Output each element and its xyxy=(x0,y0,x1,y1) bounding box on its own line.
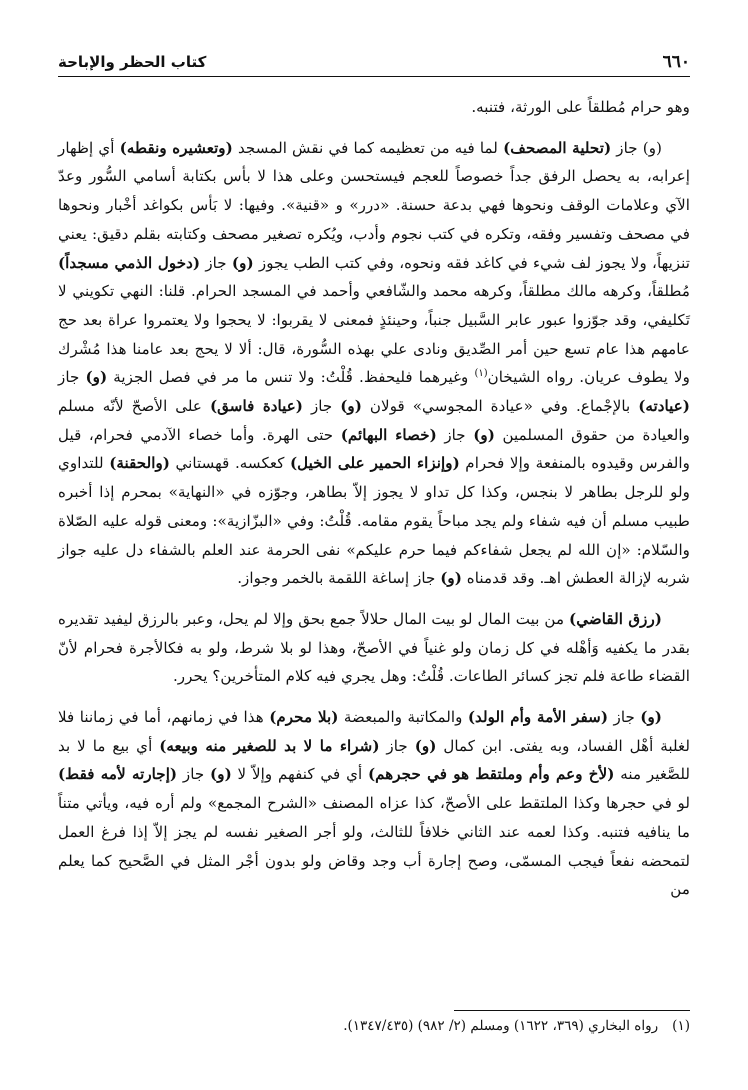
main-text xyxy=(58,93,690,904)
matn-term: (لأخ وعم وأم وملتقط هو في حجرهم) xyxy=(368,765,615,784)
matn-term: (رزق القاضي) xyxy=(569,609,662,628)
matn-term: (و) xyxy=(340,397,362,416)
matn-term: (وإنزاء الحمير على الخيل) xyxy=(289,454,460,473)
matn-term: (والحقنة) xyxy=(109,454,170,473)
matn-term: (دخول الذمي مسجداً) xyxy=(58,253,201,272)
matn-term: (و) xyxy=(640,708,662,727)
matn-term: (تحلية المصحف) xyxy=(503,138,612,157)
matn-term: (و) xyxy=(85,368,108,387)
book-title: كتاب الحظر والإباحة xyxy=(58,53,207,71)
matn-term: (و) xyxy=(473,425,495,444)
matn-term: (بلا محرم) xyxy=(269,708,339,727)
page-number: ٦٦٠ xyxy=(662,52,690,72)
matn-term: (شراء ما لا بد للصغير منه وبيعه) xyxy=(159,736,380,755)
footnote xyxy=(58,1016,690,1036)
footnote-text: رواه البخاري (٣٦٩، ١٦٢٢) ومسلم (٢/ ٩٨٢) (١٣٤٧/٤٣٥). xyxy=(343,1018,659,1034)
matn-term: (عيادته) xyxy=(638,397,690,416)
paragraph-mushaf: (و) جاز (تحلية المصحف) لما فيه من تعظيمه كما في نقش المسجد (وتعشيره ونقطه) أي إظهار إعرابه، به يحصل الرفق جداً خصوصاً للعجم فيستحسن وعلى هذا لا بأس بكتابة أسامي السُّور وعدّ الآي وعلامات الوقف ونحوها فهي بدعة حسنة. «درر» و «قنية». وفيها: لا بَأس بكواغد أخْبار ونحوها في مصحف وتفسير وفقه، وتكره في كتب نجوم وأدب، ويُكره تصغير مصحف وكتابته بقلم دقيق: يعني تنزيهاً، ولا يجوز لف شيء في كاغد فقه ونحوه، وفي كتب الطب يجوز (و) جاز (دخول الذمي مسجداً) مُطلقاً، وكرهه مالك مطلقاً، وكرهه محمد والشّافعي وأحمد في المسجد الحرام. قلنا: النهي تكويني لا تَكليفي، وقد جوّزوا عبور عابر السَّبيل جنباً، وحينئذٍ فمعنى لا يقربوا: لا يحجوا ولا يعتمروا عراة بعد حج عامهم هذا عام تسع حين أمر الصِّديق ونادى علي بهذه السُّورة، قال: ألا لا يحج بعد عامنا هذا مُشْرك ولا يطوف عريان. رواه الشيخان$^{(١)}$ وغيرهما فليحفظ. قُلْتُ: ولا تنس ما مر في فصل الجزية (و) جاز (عيادته) بالإجْماع. وفي «عيادة المجوسي» قولان (و) جاز (عيادة فاسق) على الأصحّ لأنّه مسلم والعيادة من حقوق المسلمين (و) جاز (خصاء البهائم) حتى الهرة. وأما خصاء الآدمي فحرام، قيل والفرس وقيدوه بالمنفعة وإلا فحرام (وإنزاء الحمير على الخيل) كعكسه. قهستاني (والحقنة) للتداوي ولو للرجل بطاهر لا بنجس، وكذا كل تداو لا يجوز إلاّ بطاهر، وجوّزه في «النهاية» بمحرم إذا أخبره طبيب مسلم أن فيه شفاء ولم يجد مباحاً يقوم مقامه. قُلْتُ: وفي «البزّازية»: ومعنى قوله عليه الصّلاة والسّلام: «إن الله لم يجعل شفاءكم فيما حرم عليكم» نفى الحرمة عند العلم بالشفاء دل عليه جواز شربه لإزالة العطش اهـ. وقد قدمناه (و) جاز إساغة اللقمة بالخمر وجواز. xyxy=(58,138,690,588)
matn-term: (عيادة فاسق) xyxy=(209,397,303,416)
footnote-divider xyxy=(454,1010,690,1011)
matn-term: (إجارته لأمه فقط) xyxy=(58,765,178,784)
page xyxy=(58,50,690,1060)
paragraph-safar: (و) جاز (سفر الأمة وأم الولد) والمكاتبة والمبعضة (بلا محرم) هذا في زمانهم، أما في زماننا فلا لغلبة أهْل الفساد، وبه يفتى. ابن كمال (و) جاز (شراء ما لا بد للصغير منه وبيعه) أي بيع ما لا بد للصَّغير منه (لأخ وعم وأم وملتقط هو في حجرهم) أي في كنفهم وإلاّ لا (و) جاز (إجارته لأمه فقط) لو في حجرها وكذا الملتقط على الأصحّ، كذا عزاه المصنف «الشرح المجمع» ولم أره فيه، ويأتي متناً ما ينافيه فتنبه. وكذا لعمه عند الثاني خلافاً للثالث، ولو أجر الصغير نفسه لم يجز إلاّ إذا فرغ العمل لتمحضه نفعاً فيجب المسمّى، وصح إجارة أب وجد وقاض ولو بدون أجْر المثل في الصَّحيح كما يعلم من xyxy=(58,708,691,899)
matn-term: (و) xyxy=(414,736,437,755)
matn-term: (سفر الأمة وأم الولد) xyxy=(467,708,609,727)
footnote-ref[interactable]: (١) xyxy=(474,368,488,380)
footnote-number: (١) xyxy=(672,1018,690,1034)
paragraph-continuation: وهو حرام مُطلقاً على الورثة، فتنبه. xyxy=(471,98,690,116)
matn-term: (خصاء البهائم) xyxy=(340,425,437,444)
paragraph-qadi: (رزق القاضي) من بيت المال لو بيت المال حلالاً جمع بحق وإلا لم يحل، وعبر بالرزق ليفيد تقديره بقدر ما يكفيه وَأهْله في كل زمان ولو غنياً في الأصحّ، وهذا لو بلا شرط، ولو به فكالأجرة فحرام لأنّ القضاء طاعة فلم تجز كسائر الطاعات. قُلْتُ: وهل يجري فيه كلام المتأخرين؟ يحرر. xyxy=(58,609,690,686)
matn-term: (و) xyxy=(440,569,462,588)
matn-term: (وتعشيره ونقطه) xyxy=(119,138,233,157)
matn-term: (و) xyxy=(210,765,232,784)
matn-term: (و) xyxy=(231,253,254,272)
page-header xyxy=(58,50,690,77)
